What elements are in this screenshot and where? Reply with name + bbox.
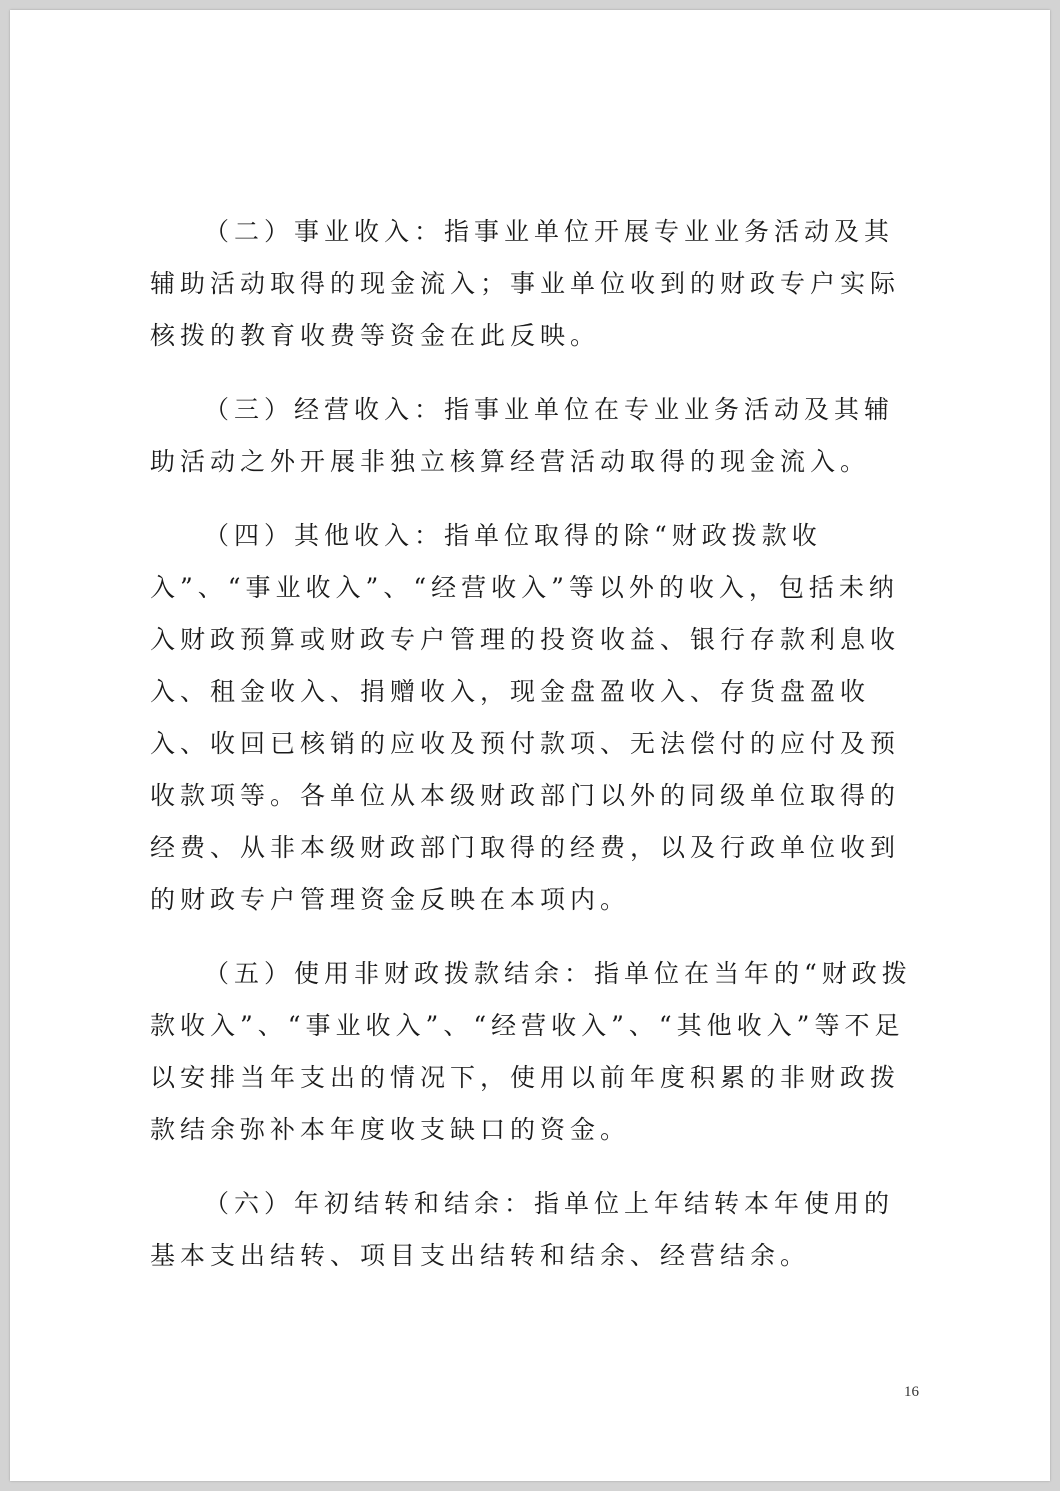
paragraph-operating-income: （三）经营收入：指事业单位在专业业务活动及其辅助活动之外开展非独立核算经营活动取得的现金流入。 <box>150 395 895 476</box>
paragraph-other-income: （四）其他收入：指单位取得的除“财政拨款收入”、“事业收入”、“经营收入”等以外的收入，包括未纳入财政预算或财政专户管理的投资收益、银行存款利息收入、租金收入、捐赠收入，现金盘盈收入、存货盘盈收入、收回已核销的应收及预付款项、无法偿付的应付及预收款项等。各单位从本级财政部门以外的同级单位取得的经费、从非本级财政部门取得的经费，以及行政单位收到的财政专户管理资金反映在本项内。 <box>150 521 901 914</box>
document-body <box>150 206 920 1304</box>
paragraph-business-income: （二）事业收入：指事业单位开展专业业务活动及其辅助活动取得的现金流入；事业单位收到的财政专户实际核拨的教育收费等资金在此反映。 <box>150 217 901 350</box>
document-page <box>10 10 1050 1481</box>
paragraph-opening-carryover: （六）年初结转和结余：指单位上年结转本年使用的基本支出结转、项目支出结转和结余、经营结余。 <box>150 1189 895 1270</box>
paragraph-non-fiscal-surplus: （五）使用非财政拨款结余：指单位在当年的“财政拨款收入”、“事业收入”、“经营收入”、“其他收入”等不足以安排当年支出的情况下，使用以前年度积累的非财政拨款结余弥补本年度收支缺口的资金。 <box>150 959 912 1144</box>
page-number: 16 <box>904 1384 919 1400</box>
